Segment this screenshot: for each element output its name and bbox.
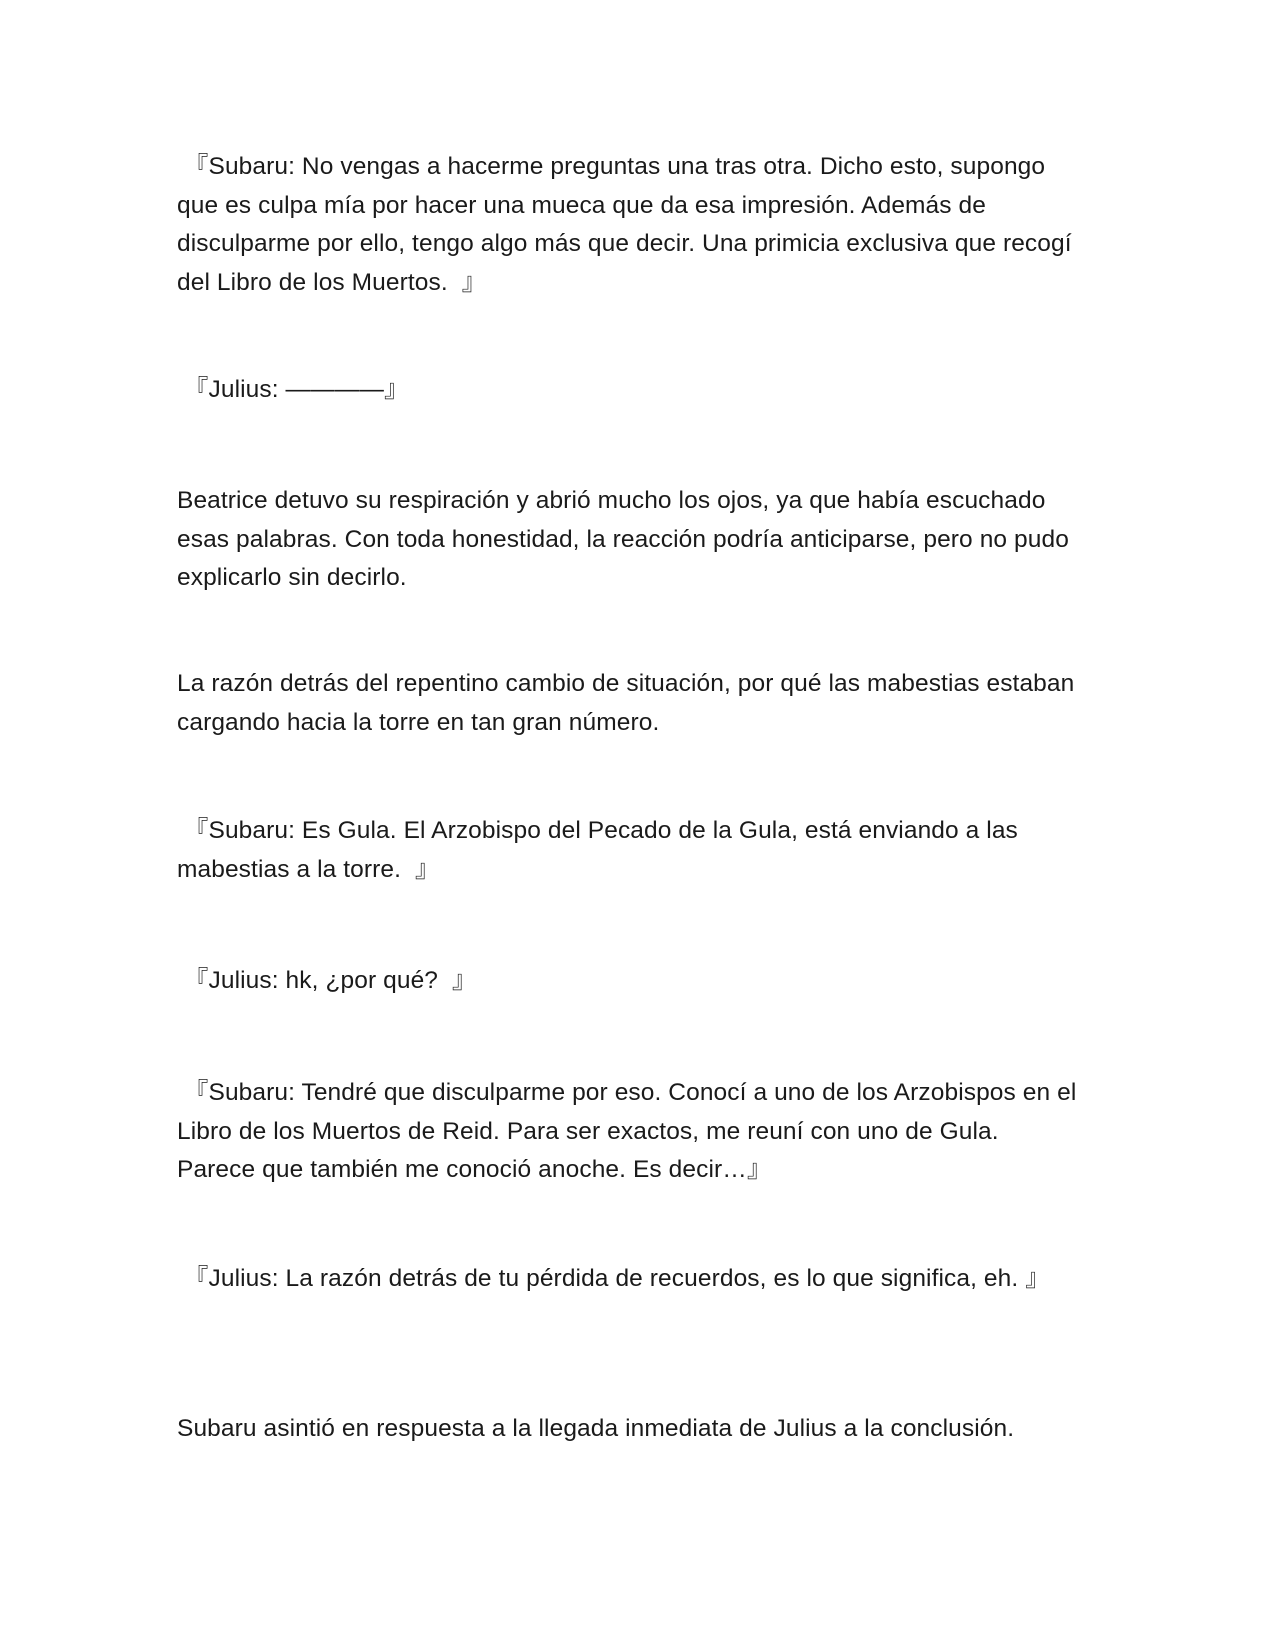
paragraph-narration-reason: La razón detrás del repentino cambio de situación, por qué las mabestias estaban cargando hacia la torre en tan gran número. <box>177 670 1082 736</box>
paragraph-julius-dialogue-2: 『Julius: hk, ¿por qué? 』 <box>177 967 477 994</box>
paragraph-narration-subaru: Subaru asintió en respuesta a la llegada inmediata de Julius a la conclusión. <box>177 1415 1015 1442</box>
paragraph-julius-dialogue-1: 『Julius: ————』 <box>177 376 409 403</box>
paragraph-subaru-dialogue-2: 『Subaru: Es Gula. El Arzobispo del Pecado de la Gula, está enviando a las mabestias a la torre. 』 <box>177 817 1025 883</box>
paragraph-julius-dialogue-3: 『Julius: La razón detrás de tu pérdida de recuerdos, es lo que significa, eh. 』 <box>177 1265 1050 1292</box>
paragraph-subaru-dialogue-1: 『Subaru: No vengas a hacerme preguntas una tras otra. Dicho esto, supongo que es culpa mía por hacer una mueca que da esa impresión. Además de disculparme por ello, tengo algo más que decir. Una primicia exclusiva que recogí del Libro de los Muertos. 』 <box>177 153 1079 296</box>
paragraph-narration-beatrice: Beatrice detuvo su respiración y abrió mucho los ojos, ya que había escuchado esas palabras. Con toda honestidad, la reacción podría anticiparse, pero no pudo explicarlo sin decirlo. <box>177 487 1076 591</box>
paragraph-subaru-dialogue-3: 『Subaru: Tendré que disculparme por eso. Conocí a uno de los Arzobispos en el Libro de los Muertos de Reid. Para ser exactos, me reuní con uno de Gula. Parece que también me conoció anoche. Es decir…』 <box>177 1079 1084 1183</box>
